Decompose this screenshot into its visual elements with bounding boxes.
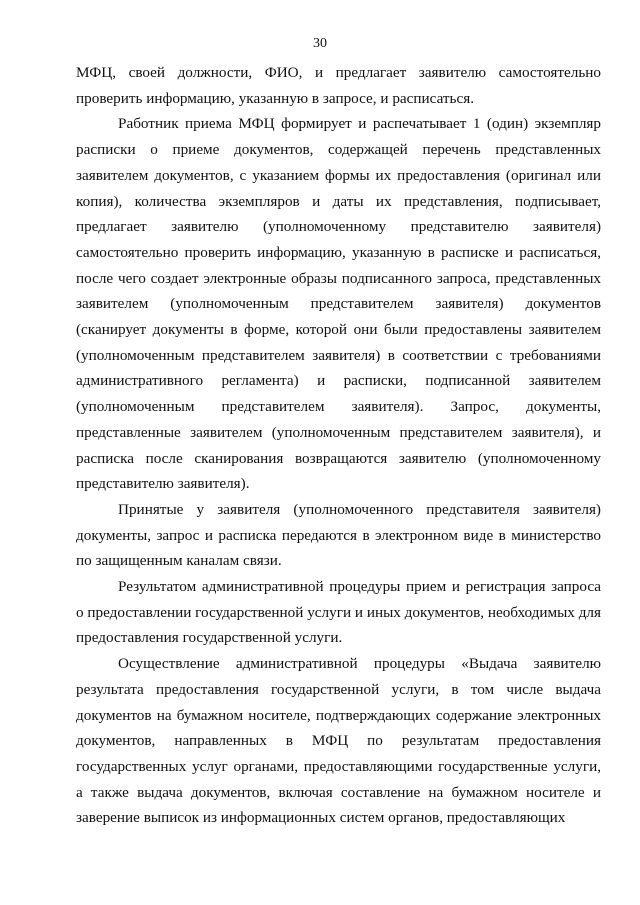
document-body bbox=[76, 60, 601, 831]
paragraph-receipt-procedure: Работник приема МФЦ формирует и распечатывает 1 (один) экземпляр расписки о приеме документов, содержащей перечень представленных заявителем документов, с указанием формы их предоставления (оригинал или копия), количества экземпляров и даты их представления, подписывает, предлагает заявителю (уполномоченному представителю заявителя) самостоятельно проверить информацию, указанную в расписке и расписаться, после чего создает электронные образы подписанного запроса, представленных заявителем (уполномоченным представителем заявителя) документов (сканирует документы в форме, которой они были предоставлены заявителем (уполномоченным представителем заявителя) в соответствии с требованиями административного регламента) и расписки, подписанной заявителем (уполномоченным представителем заявителя). Запрос, документы, представленные заявителем (уполномоченным представителем заявителя), и расписка после сканирования возвращаются заявителю (уполномоченному представителю заявителя). bbox=[76, 115, 601, 493]
paragraph-continuation: МФЦ, своей должности, ФИО, и предлагает заявителю самостоятельно проверить информацию, указанную в запросе, и расписаться. bbox=[76, 64, 601, 107]
paragraph-transfer-documents: Принятые у заявителя (уполномоченного представителя заявителя) документы, запрос и расписка передаются в электронном виде в министерство по защищенным каналам связи. bbox=[76, 500, 601, 570]
paragraph-procedure-result: Результатом административной процедуры прием и регистрация запроса о предоставлении государственной услуги и иных документов, необходимых для предоставления государственной услуги. bbox=[76, 578, 601, 647]
page-number: 30 bbox=[313, 36, 327, 51]
paragraph-issuance-procedure: Осуществление административной процедуры «Выдача заявителю результата предоставления государственной услуги, в том числе выдача документов на бумажном носителе, подтверждающих содержание электронных документов, направленных в МФЦ по результатам предоставления государственных услуг органами, предоставляющими государственные услуги, а также выдача документов, включая составление на бумажном носителе и заверение выписок из информационных систем органов, предоставляющих bbox=[76, 655, 601, 827]
